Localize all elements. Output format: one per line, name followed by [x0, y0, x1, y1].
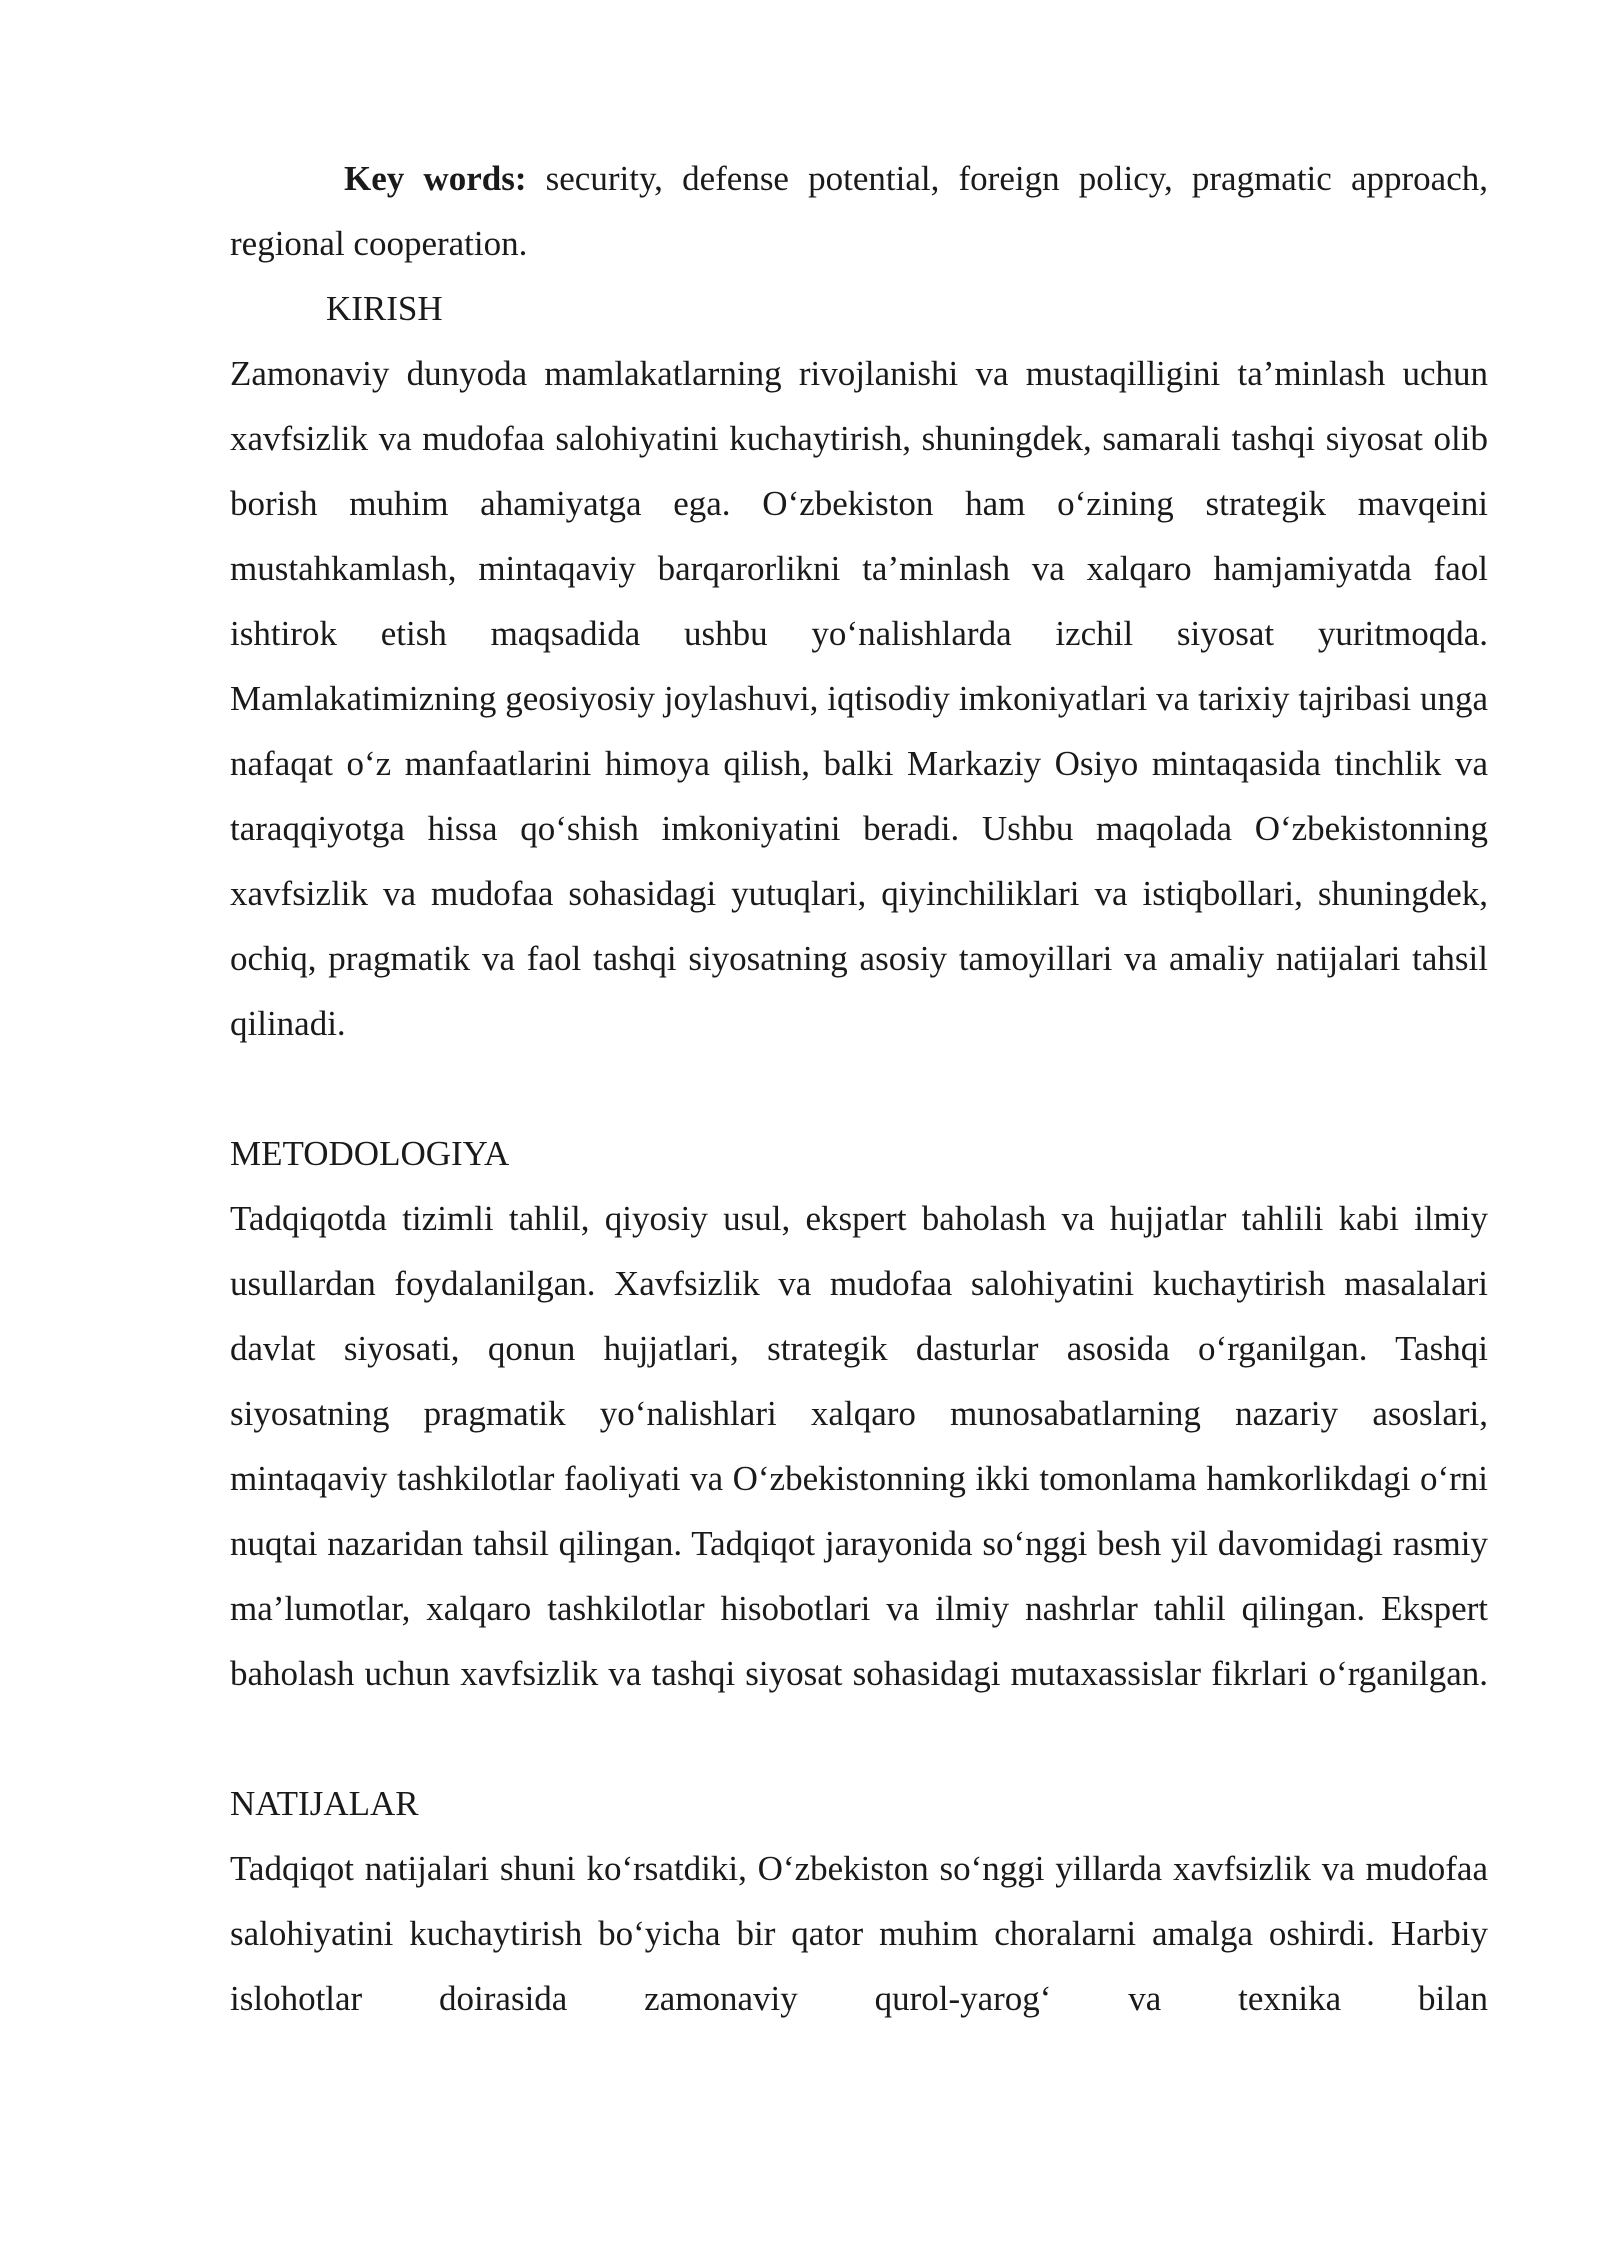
- section-heading-intro: KIRISH: [326, 289, 443, 328]
- section-heading-methodology: METODOLOGIYA: [230, 1134, 510, 1173]
- intro-paragraph: Zamonaviy dunyoda mamlakatlarning rivojlanishi va mustaqilligini ta’minlash uchun xavfsizlik va mudofaa salohiyatini kuchaytirish, shuningdek, samarali tashqi siyosat olib borish muhim ahamiyatga ega. O‘zbekiston ham o‘zining strategik mavqeini mustahkamlash, mintaqaviy barqarorlikni ta’minlash va xalqaro hamjamiyatda faol ishtirok etish maqsadida ushbu yo‘nalishlarda izchil siyosat yuritmoqda. Mamlakatimizning geosiyosiy joylashuvi, iqtisodiy imkoniyatlari va tarixiy tajribasi unga nafaqat o‘z manfaatlarini himoya qilish, balki Markaziy Osiyo mintaqasida tinchlik va taraqqiyotga hissa qo‘shish imkoniyatini beradi. Ushbu maqolada O‘zbekistonning xavfsizlik va mudofaa sohasidagi yutuqlari, qiyinchiliklari va istiqbollari, shuningdek, ochiq, pragmatik va faol tashqi siyosatning asosiy tamoyillari va amaliy natijalari tahsil qilinadi.: [230, 354, 1488, 1043]
- blank-line: [230, 1706, 1488, 1771]
- keywords-label: Key words:: [344, 159, 527, 198]
- methodology-paragraph: Tadqiqotda tizimli tahlil, qiyosiy usul, ekspert baholash va hujjatlar tahlili kabi ilmiy usullardan foydalanilgan. Xavfsizlik va mudofaa salohiyatini kuchaytirish masalalari davlat siyosati, qonun hujjatlari, strategik dasturlar asosida o‘rganilgan. Tashqi siyosatning pragmatik yo‘nalishlari xalqaro munosabatlarning nazariy asoslari, mintaqaviy tashkilotlar faoliyati va O‘zbekistonning ikki tomonlama hamkorlikdagi o‘rni nuqtai nazaridan tahsil qilingan. Tadqiqot jarayonida so‘nggi besh yil davomidagi rasmiy ma’lumotlar, xalqaro tashkilotlar hisobotlari va ilmiy nashrlar tahlil qilingan. Ekspert baholash uchun xavfsizlik va tashqi siyosat sohasidagi mutaxassislar fikrlari o‘rganilgan.: [230, 1199, 1488, 1693]
- keywords-text: security, defense potential, foreign policy, pragmatic approach, regional cooperation.: [230, 159, 1488, 263]
- keywords-paragraph: [230, 146, 1488, 276]
- results-paragraph: Tadqiqot natijalari shuni ko‘rsatdiki, O‘zbekiston so‘nggi yillarda xavfsizlik va mudofaa salohiyatini kuchaytirish bo‘yicha bir qator muhim choralarni amalga oshirdi. Harbiy islohotlar doirasida zamonaviy qurol-yarog‘ va texnika bilan: [230, 1849, 1488, 2018]
- section-heading-results: NATIJALAR: [230, 1784, 419, 1823]
- blank-line: [230, 1056, 1488, 1121]
- document-page: [230, 146, 1488, 2031]
